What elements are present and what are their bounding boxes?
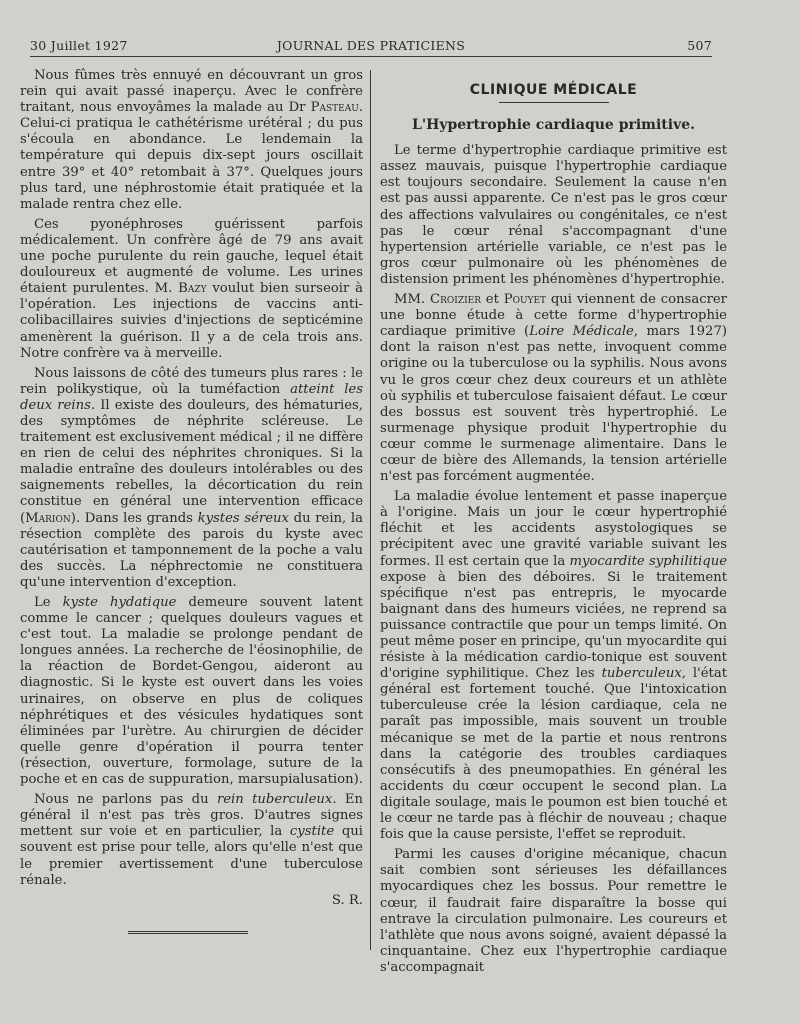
running-header [30,38,712,56]
text-run: et [480,292,504,308]
section-title: CLINIQUE MÉDICALE [469,82,638,98]
paragraph [20,595,363,788]
section-title-rule [499,102,609,103]
italic-phrase: tuberculeux [601,666,682,682]
text-run: . En général il n'est pas très gros. D'autres signes mettent sur voie et en particulier, la [20,792,363,840]
italic-phrase: kystes séreux [197,510,289,526]
end-of-article-rule [128,931,248,934]
italic-phrase: cystite [289,824,335,840]
column-divider [370,70,371,950]
text-run: voulut bien surseoir à l'opération. Les injections de vaccins anti-colibacillaires suivies d'injections de septicémine amenèrent la guérison. Il y a de cela trois ans. Notre confrère va à merveille. [20,281,363,361]
italic-phrase: atteint les deux reins [20,381,363,413]
text-run: Nous ne parlons pas du [34,792,217,808]
text-run: Ces pyonéphroses guérissent parfois médicalement. Un confrère âgé de 79 ans avait une poche purulente du rein gauche, lequel était douloureux et augmenté de volume. Les urines étaient purulentes. M. [20,216,363,297]
paragraph [20,68,363,213]
article-title: L'Hypertrophie cardiaque primitive. [411,117,696,134]
paragraph: Le terme d'hypertrophie cardiaque primitive est assez mauvais, puisque l'hypertrophie cardiaque est toujours secondaire. Seulement la cause n'en est pas aussi apparente. Ce n'est pas le gros cœur des affections valvulaires ou congénitales, ce n'est pas le cœur rénal s'accompagnant d'une hypertension artérielle variable, ce n'est pas le gros cœur pulmonaire où les phénomènes de distension priment les phénomènes d'hypertrophie. [380,143,727,287]
paragraph [20,792,363,889]
right-column [380,68,727,980]
text-run: MM. [394,292,431,308]
text-run: qui souvent est prise pour telle, alors qu'elle n'est que le premier avertissement d'une tuberculose rénale. [20,824,363,888]
text-run: Le [34,595,63,610]
paragraph [380,292,727,485]
author-name: Croizier [430,292,481,308]
author-name: Bazy [178,281,207,297]
signature: S. R. [331,892,363,908]
paragraph [20,217,363,362]
header-page-number: 507 [687,38,712,53]
text-run: Nous laissons de côté des tumeurs plus rares : le rein polikystique, où la tuméfaction [20,365,363,397]
text-run: ). Dans les grands [70,510,198,526]
text-run: Nous fûmes très ennuyé en découvrant un gros rein qui avait passé inaperçu. Avec le confrère traitant, nous envoyâmes la malade au Dr [20,68,363,116]
text-run: qui viennent de consacrer une bonne étude à cette forme d'hypertrophie cardiaque primitive ( [380,292,727,340]
header-date: 30 Juillet 1927 [30,38,128,53]
text-run: , l'état général est fortement touché. Que l'intoxication tuberculeuse crée la lésion cardiaque, cela ne paraît pas impossible, mais souvent un trouble mécanique se met de la partie et nous rentrons dans la catégorie des troubles cardiaques consécutifs à des pneumopathies. En général les accidents du cœur occupent le second plan. La digitale soulage, mais le poumon est bien touché et le cœur ne tarde pas à fléchir de nouveau ; chaque fois que la cause persiste, l'effet se reproduit. [380,666,727,843]
left-column [20,68,363,934]
header-journal-title: JOURNAL DES PRATICIENS [276,38,466,53]
italic-phrase: Loire Médicale [529,324,634,340]
text-run: . Celui-ci pratiqua le cathétérisme urétéral ; du pus s'écoula en abondance. Le lendemain la température qui depuis dix-sept jours oscillait entre 39° et 40° retombait à 37°. Quelques jours plus tard, une néphrostomie était pratiquée et la malade rentra chez elle. [20,100,363,212]
italic-phrase: kyste hydatique [62,595,177,610]
text-run: du rein, la résection complète des parois du kyste avec cautérisation et tamponnement de la poche a valu des succès. La néphrectomie ne constituera qu'une intervention d'exception. [20,510,363,590]
paragraph: Parmi les causes d'origine mécanique, chacun sait combien sont sérieuses les défaillances myocardiques chez les bossus. Pour remettre le cœur, il faudrait faire disparaître la bosse qui entrave la circulation pulmonaire. Les coureurs et l'athlète que nous avons soigné, avaient dépassé la cinquantaine. Chez eux l'hypertrophie cardiaque s'accompagnait [380,847,727,975]
header-rule [30,56,712,57]
text-run: , mars 1927) dont la raison n'est pas nette, invoquent comme origine ou la tuberculose ou la syphilis. Nous avons vu le gros cœur chez deux coureurs et un athlète où syphilis et tuberculose faisaient défaut. Le cœur des bossus est souvent très hypertrophié. Le surmenage physique produit l'hypertrophie du cœur comme le surmenage alimentaire. Dans le cœur de bière des Allemands, la tension artérielle n'est pas forcément augmentée. [380,324,727,485]
italic-phrase: myocardite syphilitique [569,553,728,569]
italic-phrase: rein tuberculeux [216,792,333,808]
author-name: Pouyet [503,292,547,308]
paragraph [20,366,363,591]
text-run: La maladie évolue lentement et passe inaperçue à l'origine. Mais un jour le cœur hypertrophié fléchit et les accidents asystologiques se précipitent avec une gravité variable suivant les formes. Il est certain que la [380,489,727,569]
author-name: Pasteau [310,100,359,116]
text-run: expose à bien des déboires. Si le traitement spécifique n'est pas entrepris, le myocarde baignant dans des humeurs viciées, ne reprend sa puissance contractile que pour un temps limité. On peut même poser en principe, qu'un myocardite qui résiste à la médication cardio-tonique est souvent d'origine syphilitique. Chez les [380,569,727,682]
author-name: Marion [25,510,71,526]
paragraph [380,489,727,843]
text-run: . Il existe des douleurs, des hématuries, des symptômes de néphrite scléreuse. Le traitement est exclusivement médical ; il ne diffère en rien de celui des néphrites chroniques. Si la maladie entraîne des douleurs intolérables ou des saignements rebelles, la décortication du rein constitue en général une intervention efficace ( [20,397,363,526]
text-run: demeure souvent latent comme le cancer ; quelques douleurs vagues et c'est tout. La maladie se prolonge pendant de longues années. La recherche de l'éosinophilie, de la réaction de Bordet-Gengou, aideront au diagnostic. Si le kyste est ouvert dans les voies urinaires, on observe en plus de coliques néphrétiques et des vésicules hydatiques sont éliminées par l'urètre. Au chirurgien de décider quelle genre d'opération il pourra tenter (résection, ouverture, formolage, suture de la poche et en cas de suppuration, marsupialusation). [20,595,363,788]
